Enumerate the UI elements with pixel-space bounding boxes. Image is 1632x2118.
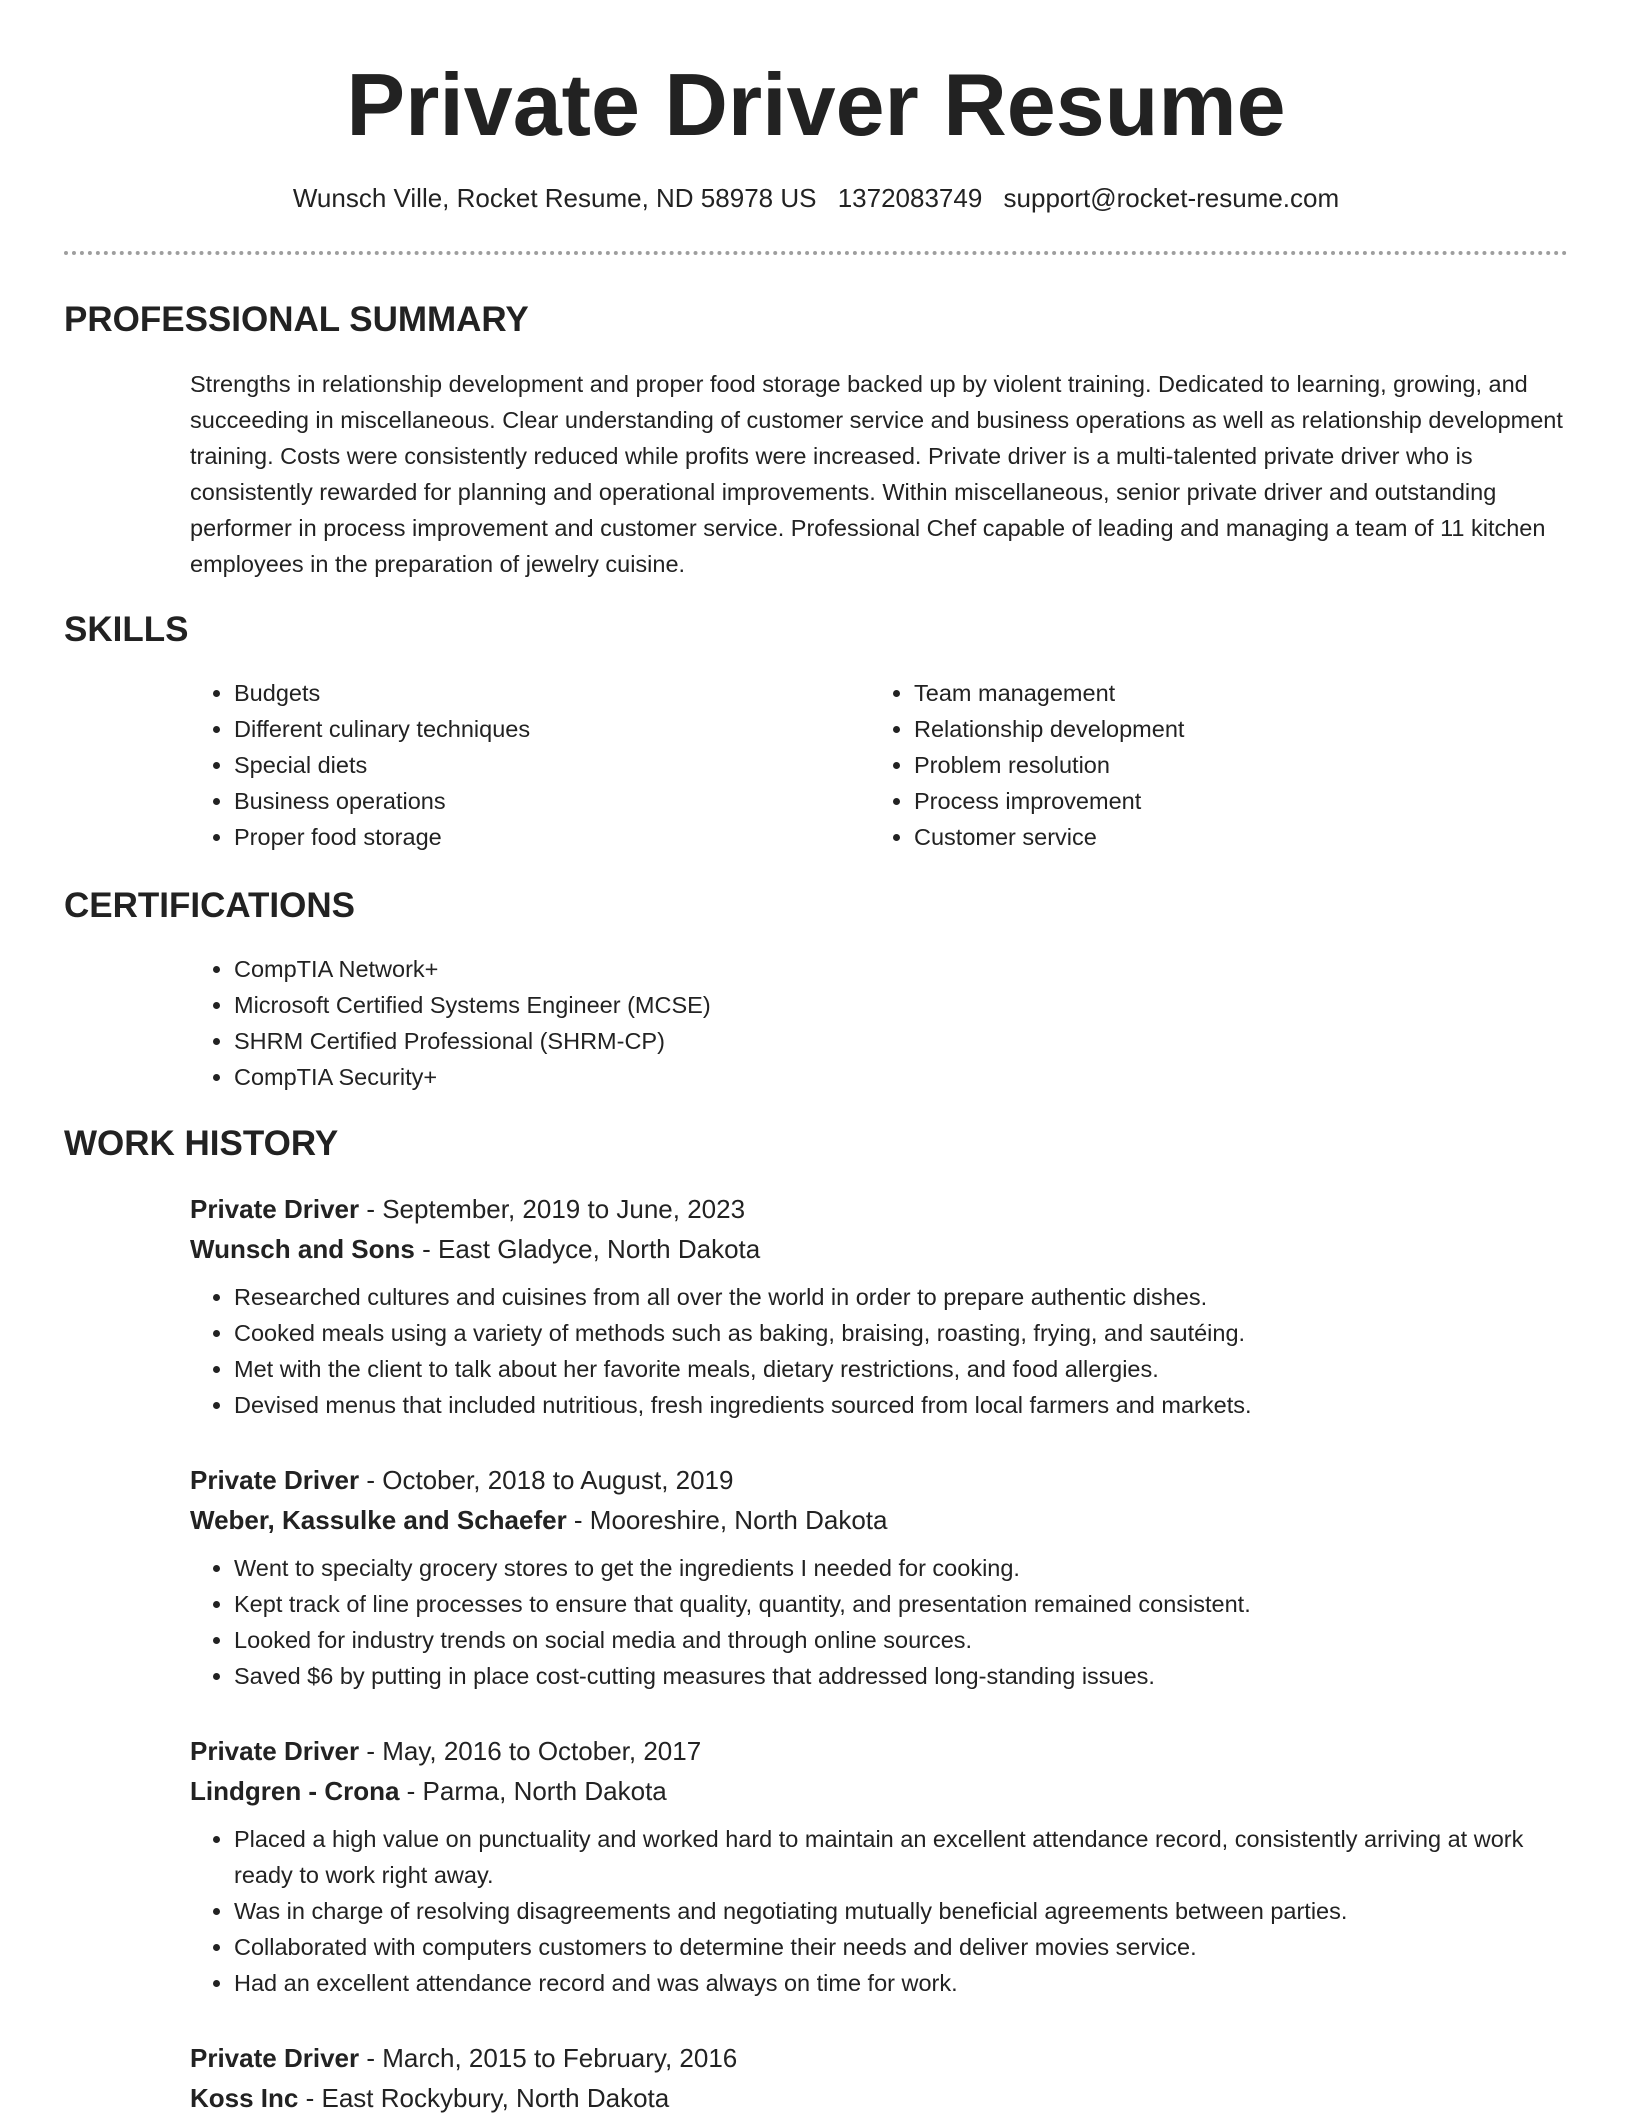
list-item: • Devised menus that included nutritious, fresh ingredients sourced from local farmers and markets. [234, 1387, 1570, 1423]
list-item: • Business operations [234, 783, 834, 819]
job-location: - Parma, North Dakota [399, 1776, 667, 1806]
list-item: • Proper food storage [234, 819, 834, 855]
list-item: • CompTIA Network+ [234, 951, 1434, 987]
job-company-line [190, 1500, 1570, 1540]
list-item: • Problem resolution [914, 747, 1564, 783]
job-title-line [190, 1189, 1570, 1229]
contact-phone: 1372083749 [837, 183, 983, 213]
list-item: • Looked for industry trends on social media and through online sources. [234, 1622, 1570, 1658]
job-location: - Mooreshire, North Dakota [566, 1505, 888, 1535]
list-item: • CompTIA Security+ [234, 1059, 1434, 1095]
job-bullets [190, 1821, 1570, 2001]
job-title-line [190, 1460, 1570, 1500]
list-item: • Relationship development [914, 711, 1564, 747]
list-item: • Went to specialty grocery stores to get the ingredients I needed for cooking. [234, 1550, 1570, 1586]
job-company: Wunsch and Sons [190, 1234, 415, 1264]
job-title: Private Driver [190, 2043, 360, 2073]
contact-address: Wunsch Ville, Rocket Resume, ND 58978 US [292, 183, 817, 213]
job-dates: - May, 2016 to October, 2017 [359, 1736, 702, 1766]
job-title-line [190, 2038, 1570, 2078]
job-company-line [190, 1771, 1570, 1811]
job-company-line [190, 2078, 1570, 2118]
job-dates: - September, 2019 to June, 2023 [359, 1194, 746, 1224]
job-title: Private Driver [190, 1736, 360, 1766]
job-entry [190, 2038, 1570, 2118]
certifications-list [190, 951, 1434, 1095]
job-location: - East Gladyce, North Dakota [414, 1234, 761, 1264]
certifications-heading: CERTIFICATIONS [64, 886, 356, 925]
job-bullets [190, 1550, 1570, 1694]
list-item: • Was in charge of resolving disagreements and negotiating mutually beneficial agreements between parties. [234, 1893, 1570, 1929]
skills-list-left [190, 675, 834, 855]
list-item: • Team management [914, 675, 1564, 711]
job-dates: - March, 2015 to February, 2016 [359, 2043, 738, 2073]
job-entry [190, 1731, 1570, 2001]
list-item: • Had an excellent attendance record and was always on time for work. [234, 1965, 1570, 2001]
list-item: • Budgets [234, 675, 834, 711]
header-divider [64, 251, 1568, 255]
summary-text: Strengths in relationship development and proper food storage backed up by violent training. Dedicated to learning, growing, and succeeding in miscellaneous. Clear understanding of customer service and business operations as well as relationship development training. Costs were consistently reduced while profits were increased. Private driver is a multi-talented private driver who is consistently rewarded for planning and operational improvements. Within miscellaneous, senior private driver and outstanding performer in process improvement and customer service. Professional Chef capable of leading and managing a team of 11 kitchen employees in the preparation of jewelry cuisine. [190, 371, 1563, 577]
job-bullets [190, 1279, 1570, 1423]
list-item: • Special diets [234, 747, 834, 783]
list-item: • Researched cultures and cuisines from all over the world in order to prepare authentic dishes. [234, 1279, 1570, 1315]
list-item: • Kept track of line processes to ensure that quality, quantity, and presentation remained consistent. [234, 1586, 1570, 1622]
list-item: • Collaborated with computers customers to determine their needs and deliver movies service. [234, 1929, 1570, 1965]
job-title: Private Driver [190, 1465, 360, 1495]
list-item: • Process improvement [914, 783, 1564, 819]
job-company-line [190, 1229, 1570, 1269]
contact-email: support@rocket-resume.com [1003, 183, 1340, 213]
page-title: Private Driver Resume [346, 55, 1286, 154]
list-item: • Met with the client to talk about her favorite meals, dietary restrictions, and food allergies. [234, 1351, 1570, 1387]
job-dates: - October, 2018 to August, 2019 [359, 1465, 734, 1495]
job-title: Private Driver [190, 1194, 360, 1224]
list-item: • Microsoft Certified Systems Engineer (MCSE) [234, 987, 1434, 1023]
list-item: • Saved $6 by putting in place cost-cutting measures that addressed long-standing issues. [234, 1658, 1570, 1694]
job-company: Lindgren - Crona [190, 1776, 400, 1806]
summary-heading: PROFESSIONAL SUMMARY [64, 300, 529, 339]
skills-list-right [870, 675, 1564, 855]
list-item: • Cooked meals using a variety of methods such as baking, braising, roasting, frying, and sautéing. [234, 1315, 1570, 1351]
job-company: Koss Inc [190, 2083, 299, 2113]
job-location: - East Rockybury, North Dakota [298, 2083, 670, 2113]
list-item: • SHRM Certified Professional (SHRM-CP) [234, 1023, 1434, 1059]
list-item: • Placed a high value on punctuality and worked hard to maintain an excellent attendance record, consistently arriving at work ready to work right away. [234, 1821, 1570, 1893]
list-item: • Different culinary techniques [234, 711, 834, 747]
skills-heading: SKILLS [64, 610, 189, 649]
contact-line [0, 180, 1632, 216]
job-entry [190, 1189, 1570, 1423]
job-title-line [190, 1731, 1570, 1771]
work-history-heading: WORK HISTORY [64, 1124, 339, 1163]
list-item: • Customer service [914, 819, 1564, 855]
job-company: Weber, Kassulke and Schaefer [190, 1505, 567, 1535]
job-entry [190, 1460, 1570, 1694]
